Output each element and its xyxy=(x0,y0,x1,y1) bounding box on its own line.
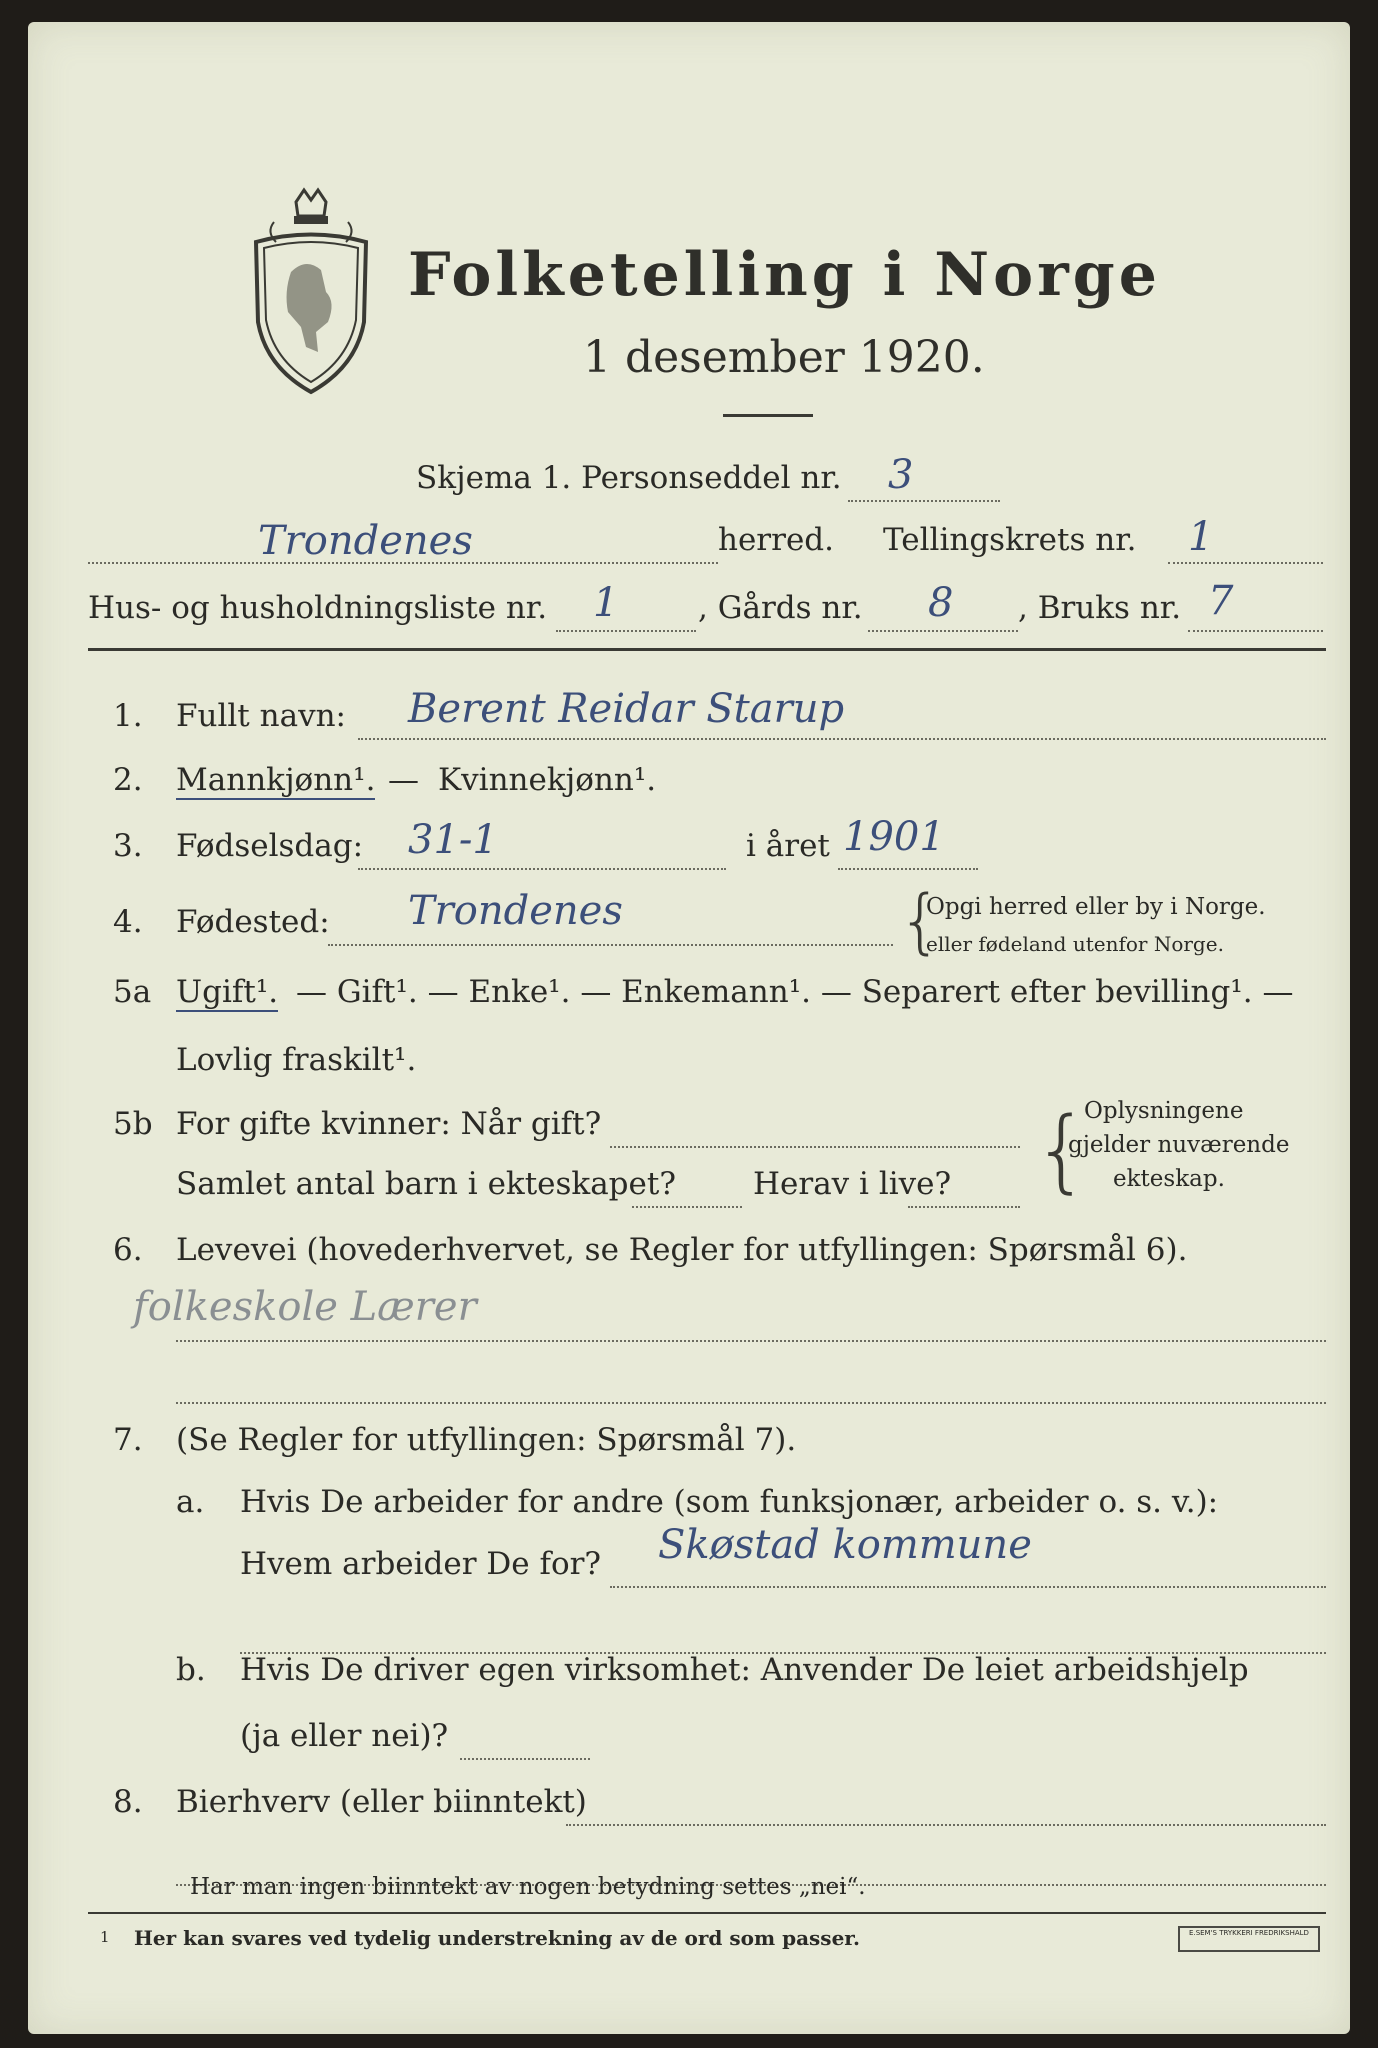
q7a-line1: Hvis De arbeider for andre (som funksjonær, arbeider o. s. v.): xyxy=(240,1484,1219,1520)
q7-label: (Se Regler for utfyllingen: Spørsmål 7). xyxy=(176,1422,797,1458)
hus-line xyxy=(556,630,696,632)
q5b-alive-line xyxy=(908,1206,1020,1208)
gards-line xyxy=(868,630,1018,632)
q2-male-selected: Mannkjønn¹. xyxy=(176,762,376,798)
q6-value: folkeskole Lærer xyxy=(133,1284,477,1330)
census-date: 1 desember 1920. xyxy=(583,332,985,383)
footnote-mark: 1 xyxy=(100,1928,110,1946)
footer-divider xyxy=(88,1912,1326,1914)
q5b-label1: For gifte kvinner: Når gift? xyxy=(176,1106,602,1142)
q6-line1 xyxy=(176,1340,1326,1342)
q8-label: Bierhverv (eller biinntekt) xyxy=(176,1784,587,1820)
form-title: Folketelling i Norge xyxy=(408,240,1161,310)
q7a-employer-line xyxy=(610,1586,1326,1588)
title-divider xyxy=(723,414,813,417)
bruks-line xyxy=(1188,630,1323,632)
q1-label: Fullt navn: xyxy=(176,698,346,734)
q6-number: 6. xyxy=(113,1232,143,1268)
hus-value: 1 xyxy=(593,580,619,626)
q4-label: Fødested: xyxy=(176,904,330,940)
q5b-number: 5b xyxy=(113,1106,153,1142)
footer-note: Har man ingen biinntekt av nogen betydning settes „nei“. xyxy=(190,1874,866,1900)
q2-separator: — xyxy=(388,762,419,798)
hus-label: Hus- og husholdningsliste nr. xyxy=(88,590,548,626)
q7-number: 7. xyxy=(113,1422,143,1458)
q5b-brace: { xyxy=(1033,1098,1091,1203)
q5b-label3: Herav i live? xyxy=(753,1166,952,1202)
q1-number: 1. xyxy=(113,698,143,734)
footnote: Her kan svares ved tydelig understrekning av de ord som passer. xyxy=(134,1926,860,1950)
bruks-label: , Bruks nr. xyxy=(1018,590,1182,626)
q7a-line2: Hvem arbeider De for? xyxy=(240,1546,602,1582)
q3-year-line xyxy=(838,868,978,870)
q2-number: 2. xyxy=(113,762,143,798)
q6-label: Levevei (hovederhvervet, se Regler for utfyllingen: Spørsmål 6). xyxy=(176,1232,1188,1268)
q5a-ugift-selected: Ugift¹. xyxy=(176,974,279,1010)
personseddel-value: 3 xyxy=(888,452,914,498)
gards-label: , Gårds nr. xyxy=(698,590,863,626)
printer-stamp: E.SEM'S TRYKKERI FREDRIKSHALD xyxy=(1178,1926,1320,1952)
norwegian-lion-shield-icon xyxy=(246,182,376,397)
q5b-note-line1: Oplysningene xyxy=(1084,1098,1244,1124)
q1-value: Berent Reidar Starup xyxy=(408,686,845,732)
q7b-letter: b. xyxy=(176,1652,206,1688)
q5b-children-line xyxy=(632,1206,742,1208)
q8-line1 xyxy=(566,1824,1326,1826)
q5a-number: 5a xyxy=(113,974,152,1010)
gards-value: 8 xyxy=(928,580,954,626)
q4-line xyxy=(328,944,893,946)
herred-value: Trondenes xyxy=(258,518,473,564)
bruks-value: 7 xyxy=(1208,578,1234,624)
q4-value: Trondenes xyxy=(408,888,623,934)
q4-note-line1: Opgi herred eller by i Norge. xyxy=(926,894,1266,920)
q3-year-value: 1901 xyxy=(843,814,945,860)
personseddel-line xyxy=(848,500,1000,502)
q5b-married-line xyxy=(610,1146,1020,1148)
q7a-letter: a. xyxy=(176,1484,205,1520)
tellingskrets-line xyxy=(1168,562,1323,564)
q3-date-line xyxy=(358,868,726,870)
q7b-line2: (ja eller nei)? xyxy=(240,1718,449,1754)
q1-line xyxy=(358,738,1326,740)
q2-female: Kvinnekjønn¹. xyxy=(438,762,657,798)
q6-line2 xyxy=(176,1402,1326,1404)
q3-label: Fødselsdag: xyxy=(176,828,364,864)
schema-label: Skjema 1. Personseddel nr. xyxy=(416,460,842,496)
q7b-line xyxy=(460,1758,590,1760)
q3-value: 31-1 xyxy=(408,817,498,863)
header-divider xyxy=(88,648,1326,651)
q5b-note-line3: ekteskap. xyxy=(1113,1166,1225,1192)
q7b-line1: Hvis De driver egen virksomhet: Anvender De leiet arbeidshjelp xyxy=(240,1652,1249,1688)
herred-label: herred. xyxy=(718,522,834,558)
q5b-note-line2: gjelder nuværende xyxy=(1068,1132,1290,1158)
census-form xyxy=(28,22,1350,2034)
q4-brace: { xyxy=(898,880,943,962)
q3-number: 3. xyxy=(113,828,143,864)
q7a-value: Skøstad kommune xyxy=(658,1522,1032,1568)
q8-number: 8. xyxy=(113,1784,143,1820)
tellingskrets-value: 1 xyxy=(1188,514,1214,560)
q4-note-line2: eller fødeland utenfor Norge. xyxy=(926,932,1224,956)
tellingskrets-label: Tellingskrets nr. xyxy=(883,522,1137,558)
q5b-label2: Samlet antal barn i ekteskapet? xyxy=(176,1166,676,1202)
q5a-lovlig-fraskilt: Lovlig fraskilt¹. xyxy=(176,1042,417,1078)
q5a-options: — Gift¹. — Enke¹. — Enkemann¹. — Separert efter bevilling¹. — xyxy=(296,974,1294,1010)
q4-number: 4. xyxy=(113,904,143,940)
q3-year-label: i året xyxy=(746,828,830,864)
